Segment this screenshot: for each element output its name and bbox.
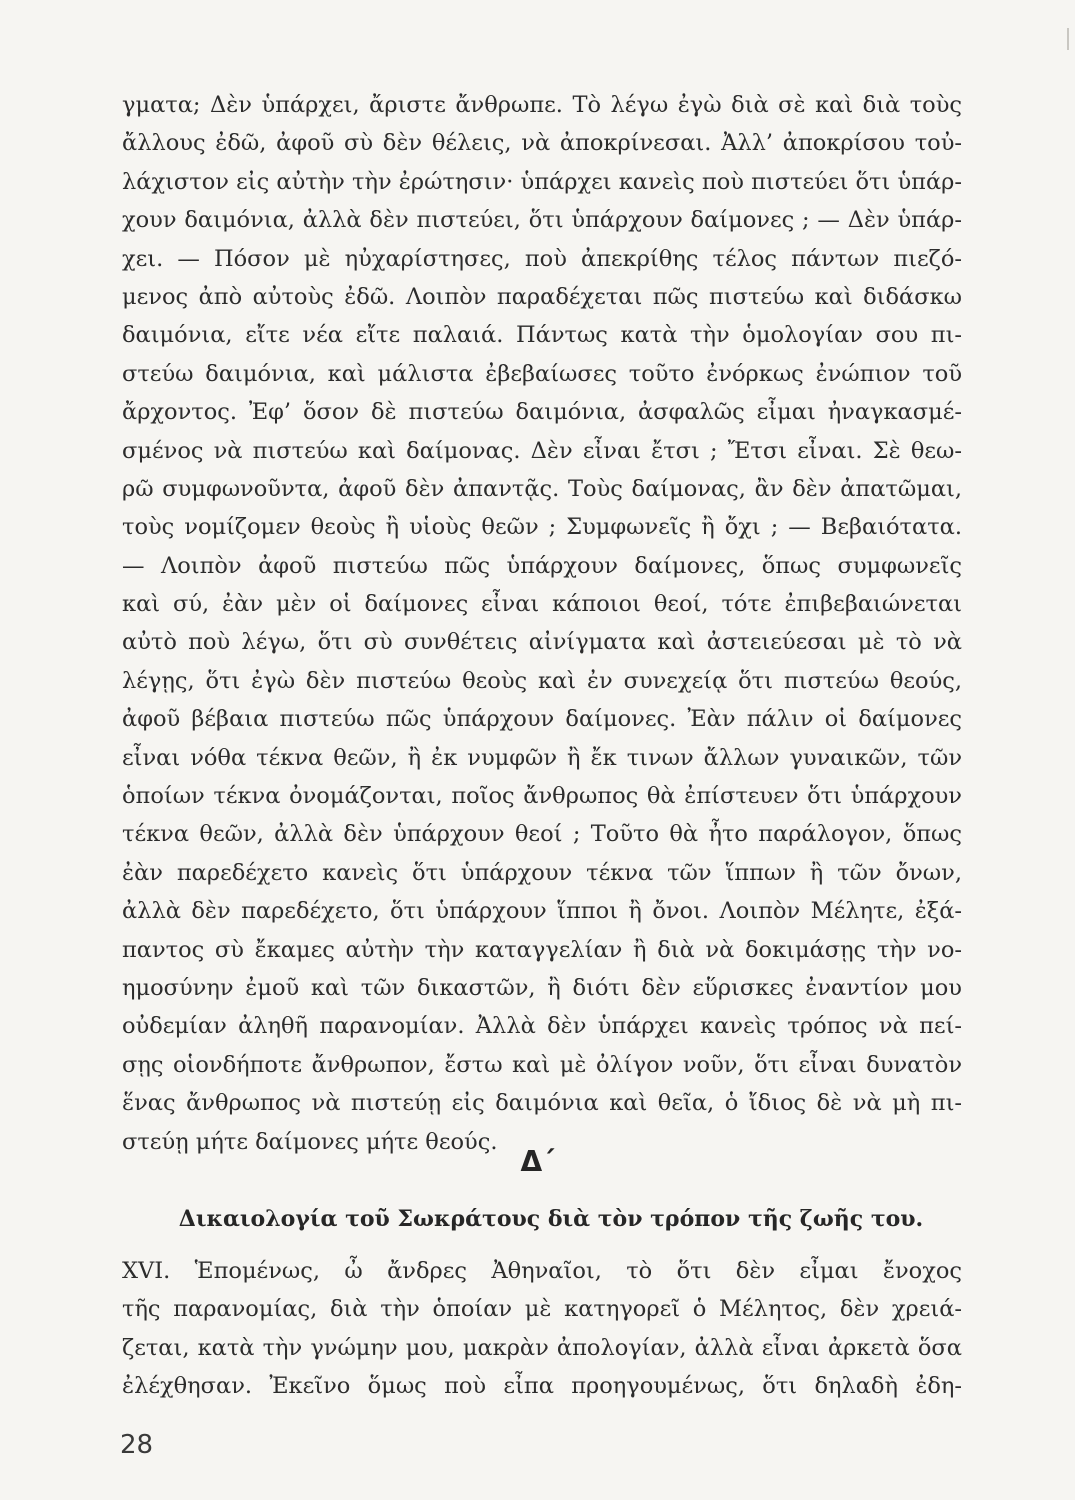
- text-line: γματα; Δὲν ὑπάρχει, ἄριστε ἄνθρωπε. Τὸ λέγω ἐγὼ διὰ σὲ καὶ διὰ τοὺς: [122, 92, 962, 118]
- section-paragraph: [122, 1252, 962, 1406]
- text-line: μενος ἀπὸ αὐτοὺς ἐδῶ. Λοιπὸν παραδέχεται πῶς πιστεύω καὶ διδάσκω: [122, 283, 962, 310]
- text-line: οὐδεμίαν ἀληθῆ παρανομίαν. Ἀλλὰ δὲν ὑπάρχει κανεὶς τρόπος νὰ πεί-: [122, 1013, 962, 1040]
- text-line: ἀφοῦ βέβαια πιστεύω πῶς ὑπάρχουν δαίμονες. Ἐὰν πάλιν οἱ δαίμονες: [122, 706, 962, 733]
- text-line: χει. — Πόσον μὲ ηὐχαρίστησες, ποὺ ἀπεκρίθης τέλος πάντων πιεζό-: [122, 245, 962, 272]
- text-line: λέγῃς, ὅτι ἐγὼ δὲν πιστεύω θεοὺς καὶ ἐν συνεχείᾳ ὅτι πιστεύω θεούς,: [122, 667, 962, 694]
- text-line: καὶ σύ, ἐὰν μὲν οἱ δαίμονες εἶναι κάποιοι θεοί, τότε ἐπιβεβαιώνεται: [122, 591, 962, 618]
- page-number: 28: [120, 1430, 154, 1460]
- text-line: ὁποίων τέκνα ὀνομάζονται, ποῖος ἄνθρωπος θὰ ἐπίστευεν ὅτι ὑπάρχουν: [122, 783, 962, 810]
- text-line: σμένος νὰ πιστεύω καὶ δαίμονας. Δὲν εἶναι ἔτσι ; Ἔτσι εἶναι. Σὲ θεω-: [122, 437, 962, 464]
- text-line: ἄρχοντος. Ἐφ’ ὅσον δὲ πιστεύω δαιμόνια, ἀσφαλῶς εἶμαι ἠναγκασμέ-: [122, 399, 962, 426]
- text-line: τῆς παρανομίας, διὰ τὴν ὁποίαν μὲ κατηγορεῖ ὁ Μέλητος, δὲν χρειά-: [122, 1296, 962, 1323]
- text-line: ημοσύνην ἐμοῦ καὶ τῶν δικαστῶν, ἢ διότι δὲν εὕρισκες ἐναντίον μου: [122, 974, 962, 1001]
- text-line: τοὺς νομίζομεν θεοὺς ἢ υἱοὺς θεῶν ; Συμφωνεῖς ἢ ὄχι ; — Βεβαιότατα.: [122, 514, 962, 541]
- text-line: τέκνα θεῶν, ἀλλὰ δὲν ὑπάρχουν θεοί ; Τοῦτο θὰ ἦτο παράλογον, ὅπως: [122, 821, 962, 848]
- text-line: ἀλλὰ δὲν παρεδέχετο, ὅτι ὑπάρχουν ἵπποι ἢ ὄνοι. Λοιπὸν Μέλητε, ἐξά-: [122, 898, 962, 925]
- text-line: χουν δαιμόνια, ἀλλὰ δὲν πιστεύει, ὅτι ὑπάρχουν δαίμονες ; — Δὲν ὑπάρ-: [122, 207, 962, 234]
- text-line: στεύω δαιμόνια, καὶ μάλιστα ἐβεβαίωσες τοῦτο ἐνόρκως ἐνώπιον τοῦ: [122, 360, 962, 387]
- text-line: ρῶ συμφωνοῦντα, ἀφοῦ δὲν ἀπαντᾷς. Τοὺς δαίμονας, ἂν δὲν ἀπατῶμαι,: [122, 475, 962, 502]
- text-line: ἄλλους ἐδῶ, ἀφοῦ σὺ δὲν θέλεις, νὰ ἀποκρίνεσαι. Ἀλλ’ ἀποκρίσου τοὐ-: [122, 130, 962, 157]
- scan-edge-mark: [1067, 28, 1069, 50]
- text-line: ἐὰν παρεδέχετο κανεὶς ὅτι ὑπάρχουν τέκνα τῶν ἵππων ἢ τῶν ὄνων,: [122, 859, 962, 886]
- text-line: παντος σὺ ἔκαμες αὐτὴν τὴν καταγγελίαν ἢ διὰ νὰ δοκιμάσῃς τὴν νο-: [122, 936, 962, 963]
- main-paragraph: [122, 86, 962, 1161]
- text-line: ζεται, κατὰ τὴν γνώμην μου, μακρὰν ἀπολογίαν, ἀλλὰ εἶναι ἀρκετὰ ὅσα: [122, 1334, 962, 1361]
- text-line: ἕνας ἄνθρωπος νὰ πιστεύῃ εἰς δαιμόνια καὶ θεῖα, ὁ ἴδιος δὲ νὰ μὴ πι-: [122, 1090, 962, 1117]
- text-line: XVI. Ἑπομένως, ὦ ἄνδρες Ἀθηναῖοι, τὸ ὅτι δὲν εἶμαι ἔνοχος: [122, 1258, 962, 1284]
- section-title: Δικαιολογία τοῦ Σωκράτους διὰ τὸν τρόπον τῆς ζωῆς του.: [178, 1206, 924, 1232]
- text-line: λάχιστον εἰς αὐτὴν τὴν ἐρώτησιν· ὑπάρχει κανεὶς ποὺ πιστεύει ὅτι ὑπάρ-: [122, 168, 962, 195]
- text-line: σῃς οἱονδήποτε ἄνθρωπον, ἔστω καὶ μὲ ὀλίγον νοῦν, ὅτι εἶναι δυνατὸν: [122, 1051, 962, 1078]
- text-line: — Λοιπὸν ἀφοῦ πιστεύω πῶς ὑπάρχουν δαίμονες, ὅπως συμφωνεῖς: [122, 552, 962, 579]
- text-line: ἐλέχθησαν. Ἐκεῖνο ὅμως ποὺ εἶπα προηγουμένως, ὅτι δηλαδὴ ἐδη-: [122, 1373, 962, 1400]
- section-letter: Δ΄: [520, 1145, 555, 1178]
- text-line: στεύῃ μήτε δαίμονες μήτε θεούς.: [122, 1128, 498, 1155]
- text-line: αὐτὸ ποὺ λέγω, ὅτι σὺ συνθέτεις αἰνίγματα καὶ ἀστειεύεσαι μὲ τὸ νὰ: [122, 629, 962, 656]
- text-line: εἶναι νόθα τέκνα θεῶν, ἢ ἐκ νυμφῶν ἢ ἔκ τινων ἄλλων γυναικῶν, τῶν: [122, 744, 962, 771]
- text-line: δαιμόνια, εἴτε νέα εἴτε παλαιά. Πάντως κατὰ τὴν ὁμολογίαν σου πι-: [122, 322, 962, 349]
